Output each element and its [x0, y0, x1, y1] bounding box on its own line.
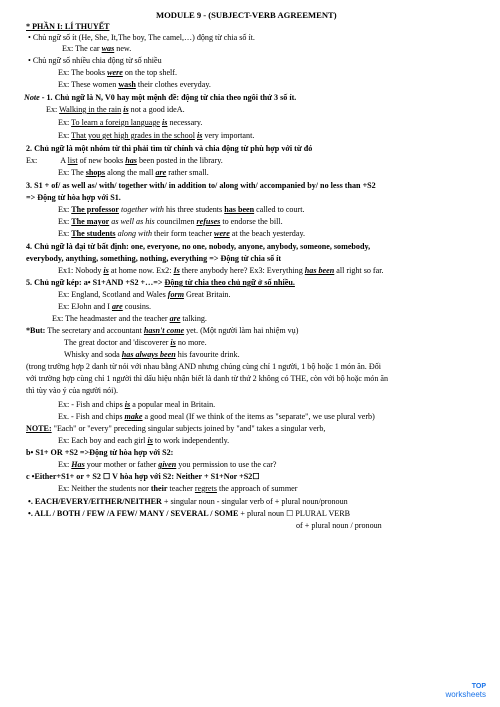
example-line: Ex: Neither the students nor their teacher regrets the approach of summer	[58, 484, 298, 493]
rule-all-both: •. ALL / BOTH / FEW /A FEW/ MANY / SEVERAL / SOME + plural noun ☐ PLURAL VERB	[28, 509, 351, 518]
example-line: Ex: A list of new books has been posted in the library.	[26, 156, 223, 165]
rule-4-heading: 4. Chủ ngữ là đại từ bất định: one, everyone, no one, nobody, anyone, anybody, someone, somebody,	[26, 242, 371, 251]
topworksheets-logo: TOP worksheets	[445, 683, 486, 699]
example-line: Ex: Each boy and each girl is to work independently.	[58, 436, 230, 445]
note-each-every: NOTE: "Each" or "every" preceding singular subjects joined by "and" takes a singular verb,	[26, 424, 326, 433]
example-line: Whisky and soda has always been his favourite drink.	[64, 350, 240, 359]
rule-3-heading: 3. S1 + of/ as well as/ with/ together with/ in addition to/ along with/ accompanied by/ no less than +S2	[26, 181, 376, 190]
rule-or-heading: b• S1+ OR +S2 =>Động từ hòa hợp với S2:	[26, 448, 174, 457]
example-line: Ex: To learn a foreign language is necessary.	[58, 118, 203, 127]
example-line: Ex: The headmaster and the teacher are talking.	[52, 314, 207, 323]
example-line: Ex1: Nobody is at home now. Ex2: Is there anybody here? Ex3: Everything has been all right so far.	[58, 266, 384, 275]
note-1: Note - 1. Chủ ngữ là N, V0 hay một mệnh đề: động từ chia theo ngôi thứ 3 số ít.	[24, 93, 297, 102]
example-line: Ex: Walking in the rain is not a good ideA.	[46, 105, 185, 114]
example-line: Ex: The mayor as well as his councilmen refuses to endorse the bill.	[58, 217, 283, 226]
explanation-line: thì tùy vào ý của người nói).	[26, 386, 119, 395]
example-line: Ex: The students along with their form teacher were at the beach yesterday.	[58, 229, 305, 238]
explanation-line: (trong trường hợp 2 danh từ nói với nhau bằng AND nhưng chúng cùng chỉ 1 người, 1 bộ hoặc 1 món ăn. Đối	[26, 362, 381, 371]
example-line: Ex: The car was new.	[62, 44, 132, 53]
example-line: Ex: - Fish and chips is a popular meal in Britain.	[58, 400, 216, 409]
example-line: Ex: These women wash their clothes everyday.	[58, 80, 211, 89]
rule-2-heading: 2. Chủ ngữ là một nhóm từ thì phải tìm từ chính và chia động từ phù hợp với từ đó	[26, 144, 313, 153]
but-note: *But: The secretary and accountant hasn't come yet. (Một người làm hai nhiệm vụ)	[26, 326, 299, 335]
example-line: Ex: That you get high grades in the school is very important.	[58, 131, 255, 140]
example-line: Ex: Has your mother or father given you permission to use the car?	[58, 460, 277, 469]
rule-singular: • Chủ ngữ số ít (He, She, It,The boy, The camel,…) động từ chia số ít.	[28, 33, 255, 42]
part-heading: * PHẦN I: LÍ THUYẾT	[26, 22, 110, 31]
rule-3-conclusion: => Động từ hòa hợp với S1.	[26, 193, 121, 202]
rule-each-every: •. EACH/EVERY/EITHER/NEITHER + singular noun - singular verb of + plural noun/pronoun	[28, 497, 348, 506]
example-line: Ex. - Fish and chips make a good meal (If we think of the items as "separate", we use plural verb)	[58, 412, 375, 421]
example-line: Ex: The books were on the top shelf.	[58, 68, 178, 77]
rule-4-heading-cont: everybody, anything, something, nothing, everything => Động từ chia số ít	[26, 254, 282, 263]
rule-either-neither: c •Either+S1+ or + S2 ☐ V hòa hợp với S2: Neither + S1+Nor +S2☐	[26, 472, 260, 481]
rule-plural: • Chủ ngữ số nhiều chia động từ số nhiều	[28, 56, 162, 65]
example-line: Ex: EJohn and I are cousins.	[58, 302, 152, 311]
example-line: Ex: The shops along the mall are rather small.	[58, 168, 209, 177]
module-title: MODULE 9 - (SUBJECT-VERB AGREEMENT)	[156, 10, 337, 20]
example-line: Ex: The professor together with his three students has been called to court.	[58, 205, 305, 214]
example-line: Ex: England, Scotland and Wales form Great Britain.	[58, 290, 231, 299]
rule-5-heading: 5. Chủ ngữ kép: a• S1+AND +S2 +…=> Động từ chia theo chủ ngữ ở số nhiều.	[26, 278, 295, 287]
explanation-line: với trường hợp cùng chỉ 1 người thì dấu hiệu nhận biết là danh từ thứ 2 không có THE, còn với bộ hoặc món ăn	[26, 374, 389, 383]
example-line: The great doctor and 'discoverer is no more.	[64, 338, 207, 347]
rule-all-both-cont: of + plural noun / pronoun	[296, 521, 382, 530]
